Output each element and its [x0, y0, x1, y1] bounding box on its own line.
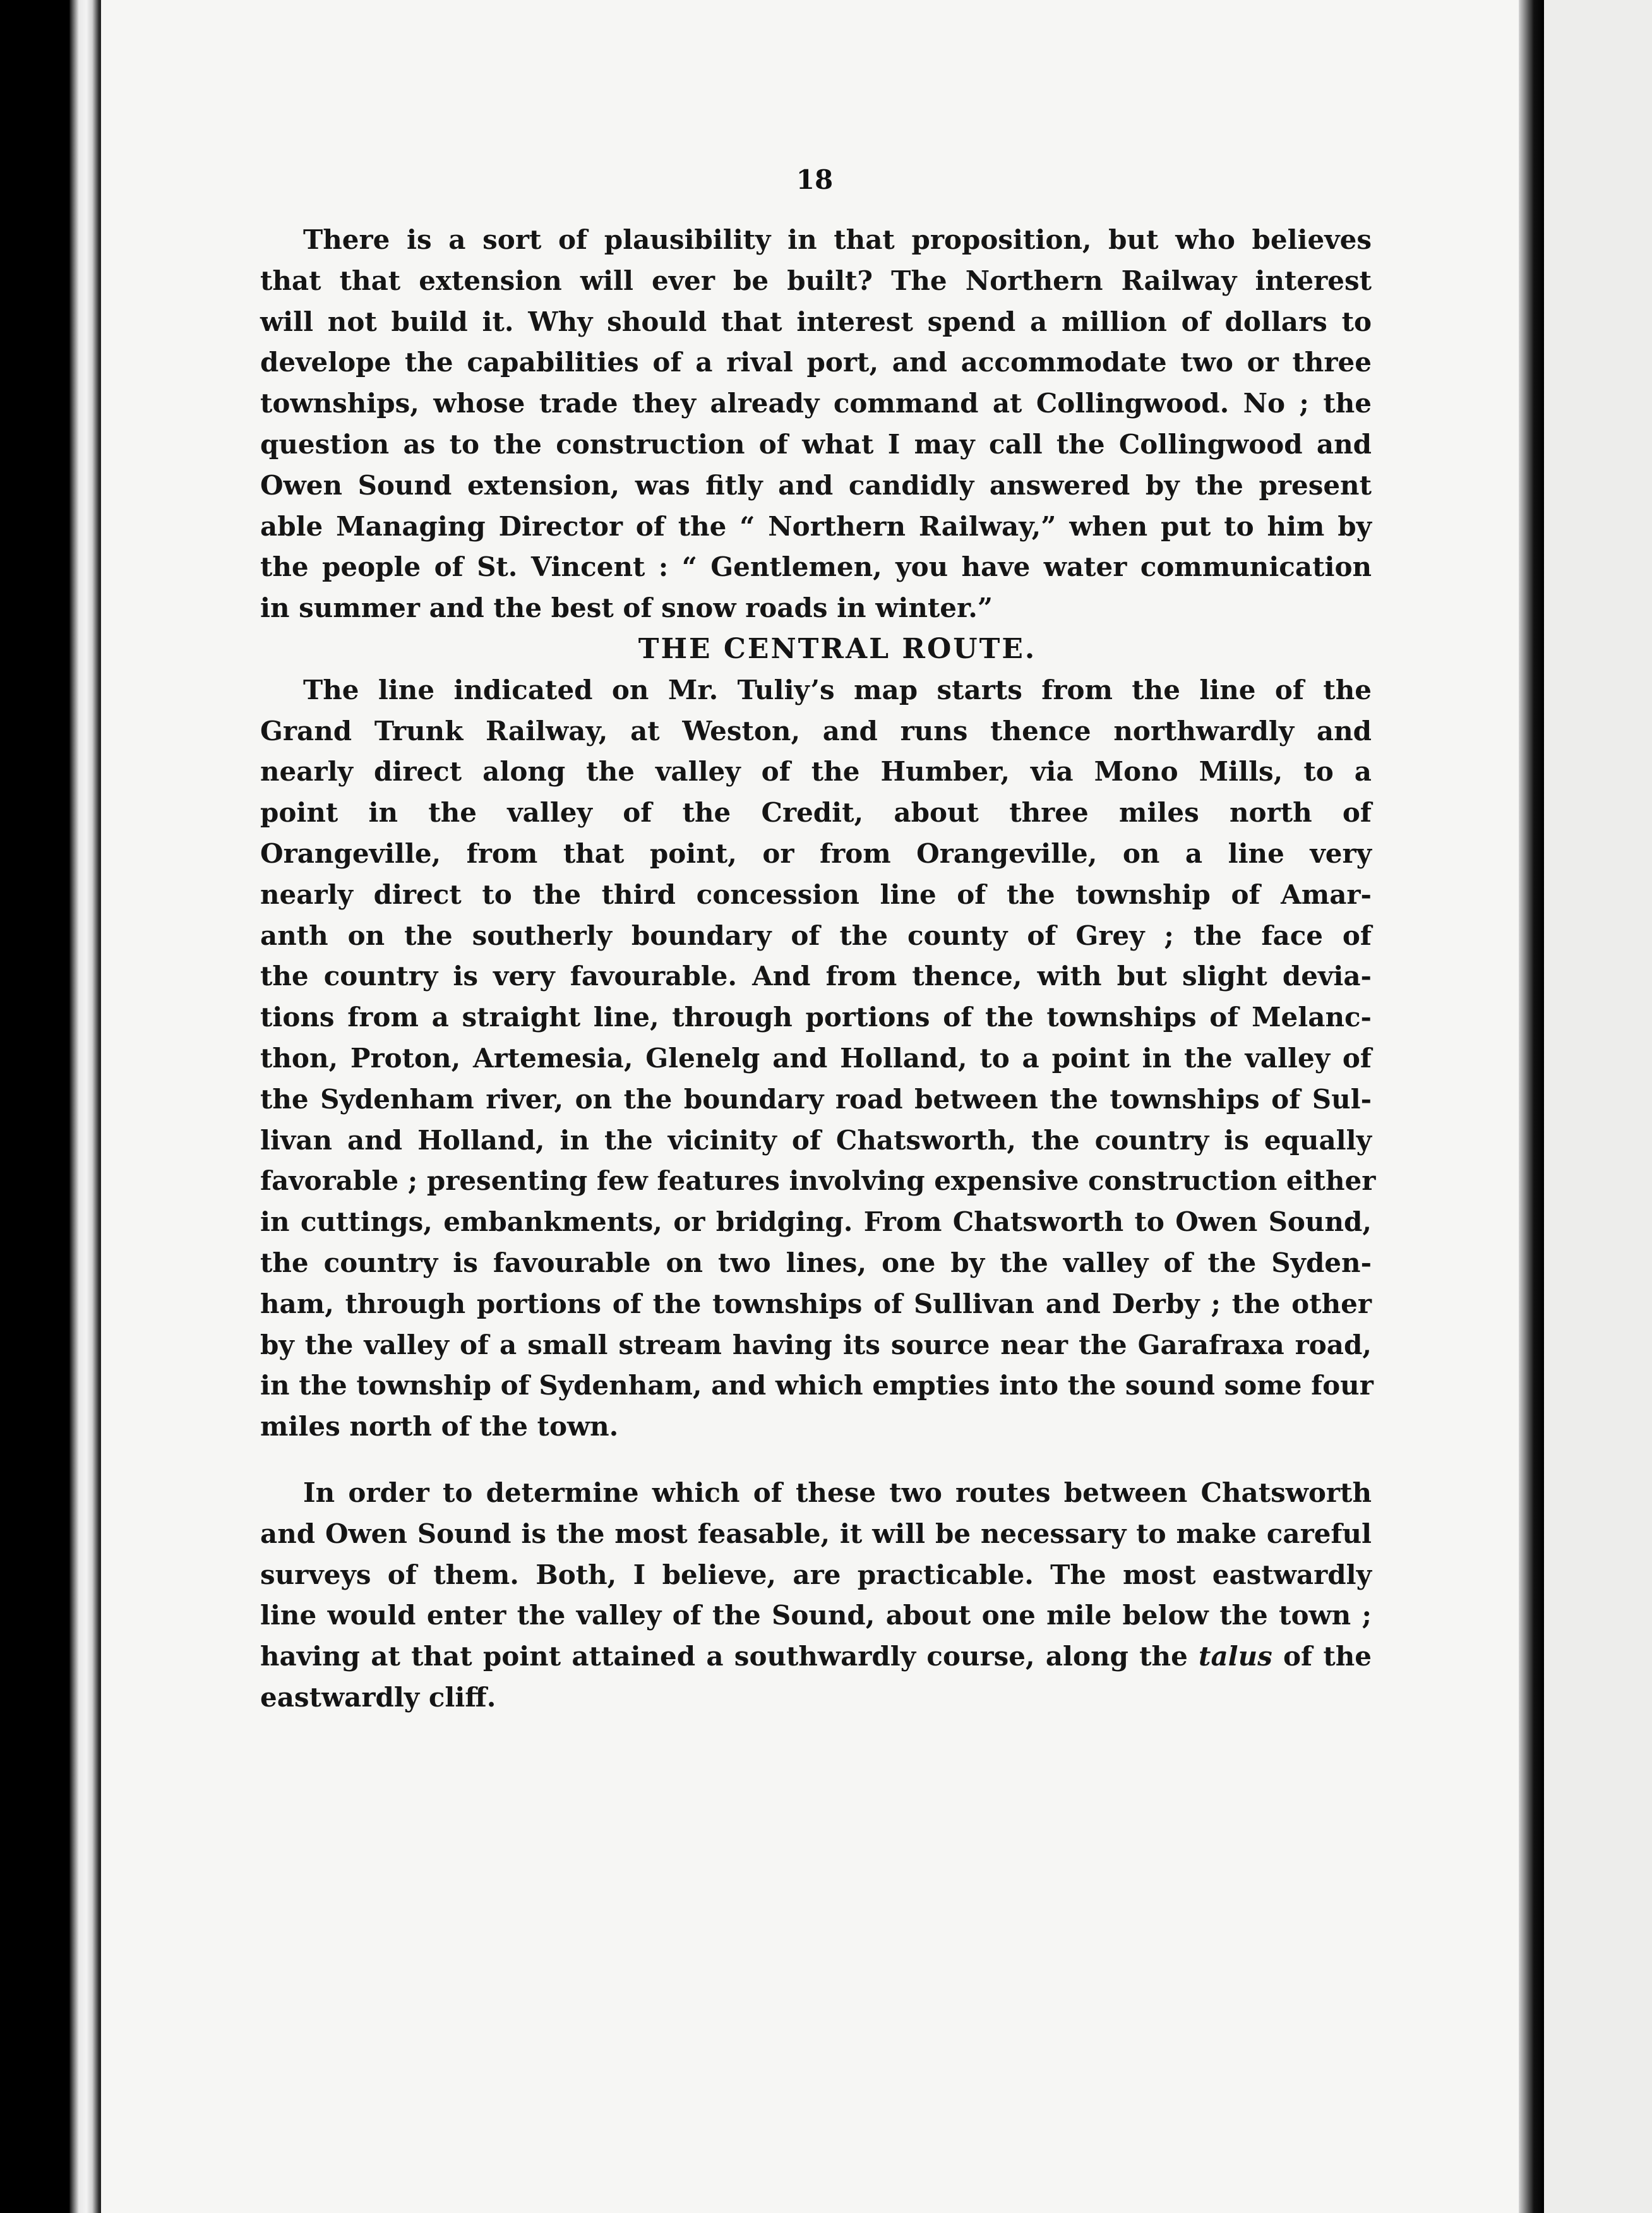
paragraph-3	[260, 1473, 1372, 1718]
text-line: livan and Holland, in the vicinity of Chatsworth, the country is equally	[260, 1124, 1372, 1156]
text-line: question as to the construction of what I may call the Collingwood and	[260, 428, 1372, 460]
text-line: townships, whose trade they already command at Collingwood. No ; the	[260, 388, 1372, 419]
section-heading: THE CENTRAL ROUTE.	[638, 632, 1037, 665]
text-line-with-italic	[260, 1636, 1372, 1677]
text-line: in the township of Sydenham, and which empties into the sound some four	[260, 1370, 1374, 1401]
paragraph-2	[260, 670, 1376, 1448]
body-text	[260, 220, 1376, 1718]
text-line: thon, Proton, Artemesia, Glenelg and Holland, to a point in the valley of	[260, 1042, 1372, 1074]
text-line: in cuttings, embankments, or bridging. From Chatsworth to Owen Sound,	[260, 1206, 1372, 1238]
text-line: favorable ; presenting few features involving expensive construction either	[260, 1165, 1376, 1197]
text-line: line would enter the valley of the Sound, about one mile below the town ;	[260, 1600, 1372, 1631]
text-line: will not build it. Why should that interest spend a million of dollars to	[260, 306, 1372, 337]
text-line: nearly direct to the third concession line of the township of Amar-	[260, 879, 1372, 910]
text-line: anth on the southerly boundary of the county of Grey ; the face of	[260, 920, 1372, 951]
text-line: the country is very favourable. And from thence, with but slight devia-	[260, 961, 1372, 992]
text-line: in summer and the best of snow roads in winter.”	[260, 592, 993, 624]
text-line: develope the capabilities of a rival port, and accommodate two or three	[260, 347, 1372, 378]
text-segment: of the	[1283, 1641, 1372, 1672]
text-line: that that extension will ever be built? The Northern Railway interest	[260, 265, 1372, 296]
text-line: the people of St. Vincent : “ Gentlemen, you have water communication	[260, 551, 1372, 583]
text-line: Owen Sound extension, was fitly and candidly answered by the present	[260, 469, 1372, 501]
text-segment: having at that point attained a southwardly course, along the	[260, 1641, 1188, 1672]
text-line: the country is favourable on two lines, one by the valley of the Syden-	[260, 1247, 1372, 1278]
text-line: the Sydenham river, on the boundary road between the townships of Sul-	[260, 1083, 1372, 1115]
text-line: Orangeville, from that point, or from Orangeville, on a line very	[260, 837, 1372, 869]
text-line: In order to determine which of these two routes between Chatsworth	[303, 1477, 1372, 1508]
text-line: eastwardly cliff.	[260, 1681, 496, 1713]
text-line: able Managing Director of the “ Northern Railway,” when put to him by	[260, 510, 1372, 542]
text-line: Grand Trunk Railway, at Weston, and runs thence northwardly and	[260, 715, 1372, 747]
page-gutter-shadow	[1519, 0, 1544, 2213]
adjacent-page-edge	[1544, 0, 1652, 2213]
text-line: surveys of them. Both, I believe, are practicable. The most eastwardly	[260, 1559, 1372, 1590]
text-line: There is a sort of plausibility in that proposition, but who believes	[303, 224, 1372, 255]
italic-term: talus	[1199, 1641, 1272, 1672]
page-number: 18	[796, 164, 834, 195]
paragraph-1	[260, 220, 1372, 629]
text-line: ham, through portions of the townships of Sullivan and Derby ; the other	[260, 1288, 1372, 1319]
text-line: by the valley of a small stream having its source near the Garafraxa road,	[260, 1329, 1372, 1360]
text-line: The line indicated on Mr. Tuliy’s map starts from the line of the	[303, 674, 1372, 705]
text-line: miles north of the town.	[260, 1411, 619, 1442]
text-line: tions from a straight line, through portions of the townships of Melanc-	[260, 1002, 1372, 1033]
text-line: nearly direct along the valley of the Humber, via Mono Mills, to a	[260, 756, 1372, 788]
text-line: point in the valley of the Credit, about three miles north of	[260, 797, 1372, 829]
text-line: and Owen Sound is the most feasable, it will be necessary to make careful	[260, 1518, 1372, 1549]
